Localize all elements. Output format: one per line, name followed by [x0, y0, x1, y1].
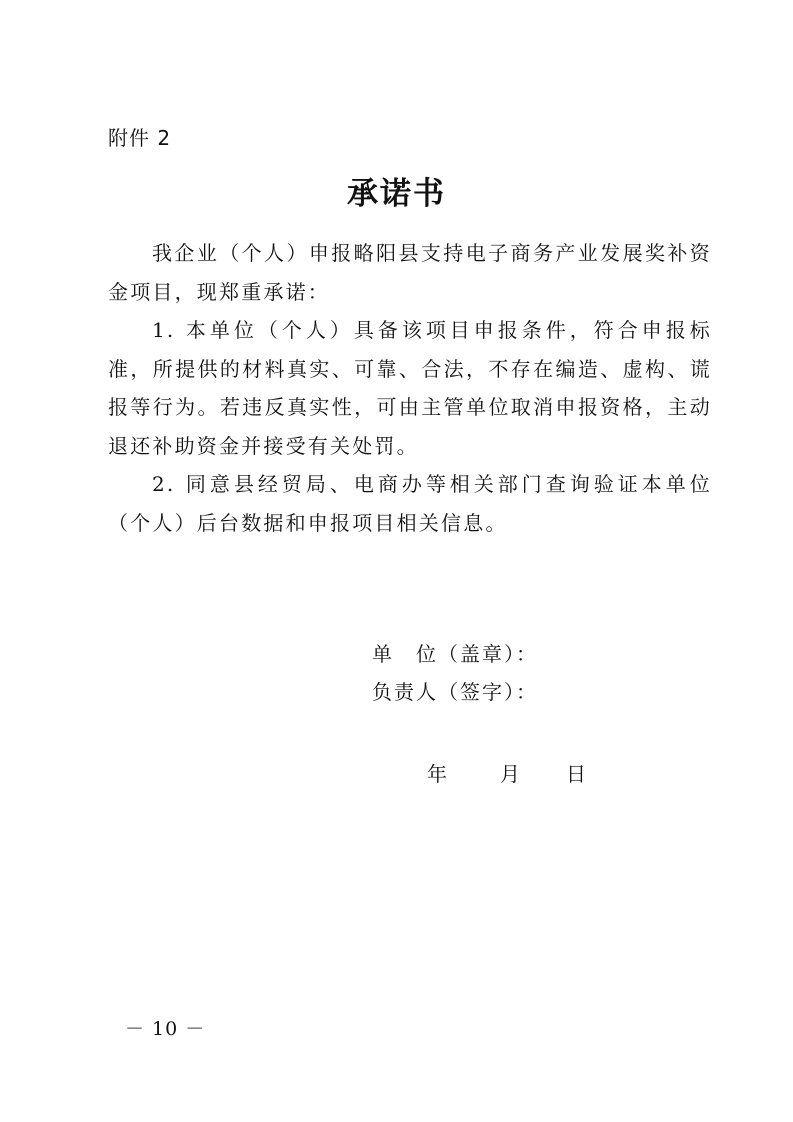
- unit-seal-label: 单 位（盖章）：: [372, 642, 538, 666]
- commitment-body: [108, 234, 712, 542]
- date-month-label: 月: [500, 762, 520, 786]
- date-year-label: 年: [427, 762, 447, 786]
- page-number: － 10 －: [125, 1018, 206, 1040]
- responsible-person-signature-label: 负责人（签字）：: [372, 680, 538, 704]
- commitment-item-1: 1. 本单位（个人）具备该项目申报条件，符合申报标准，所提供的材料真实、可靠、合法，不存在编造、虚构、谎报等行为。若违反真实性，可由主管单位取消申报资格，主动退还补助资金并接受有关处罚。: [108, 318, 712, 458]
- document-title: 承诺书: [347, 176, 446, 212]
- intro-paragraph: 我企业（个人）申报略阳县支持电子商务产业发展奖补资金项目，现郑重承诺：: [108, 241, 712, 304]
- attachment-label: 附件 2: [108, 126, 172, 150]
- commitment-item-2: 2. 同意县经贸局、电商办等相关部门查询验证本单位（个人）后台数据和申报项目相关信息。: [108, 472, 712, 535]
- date-day-label: 日: [566, 762, 586, 786]
